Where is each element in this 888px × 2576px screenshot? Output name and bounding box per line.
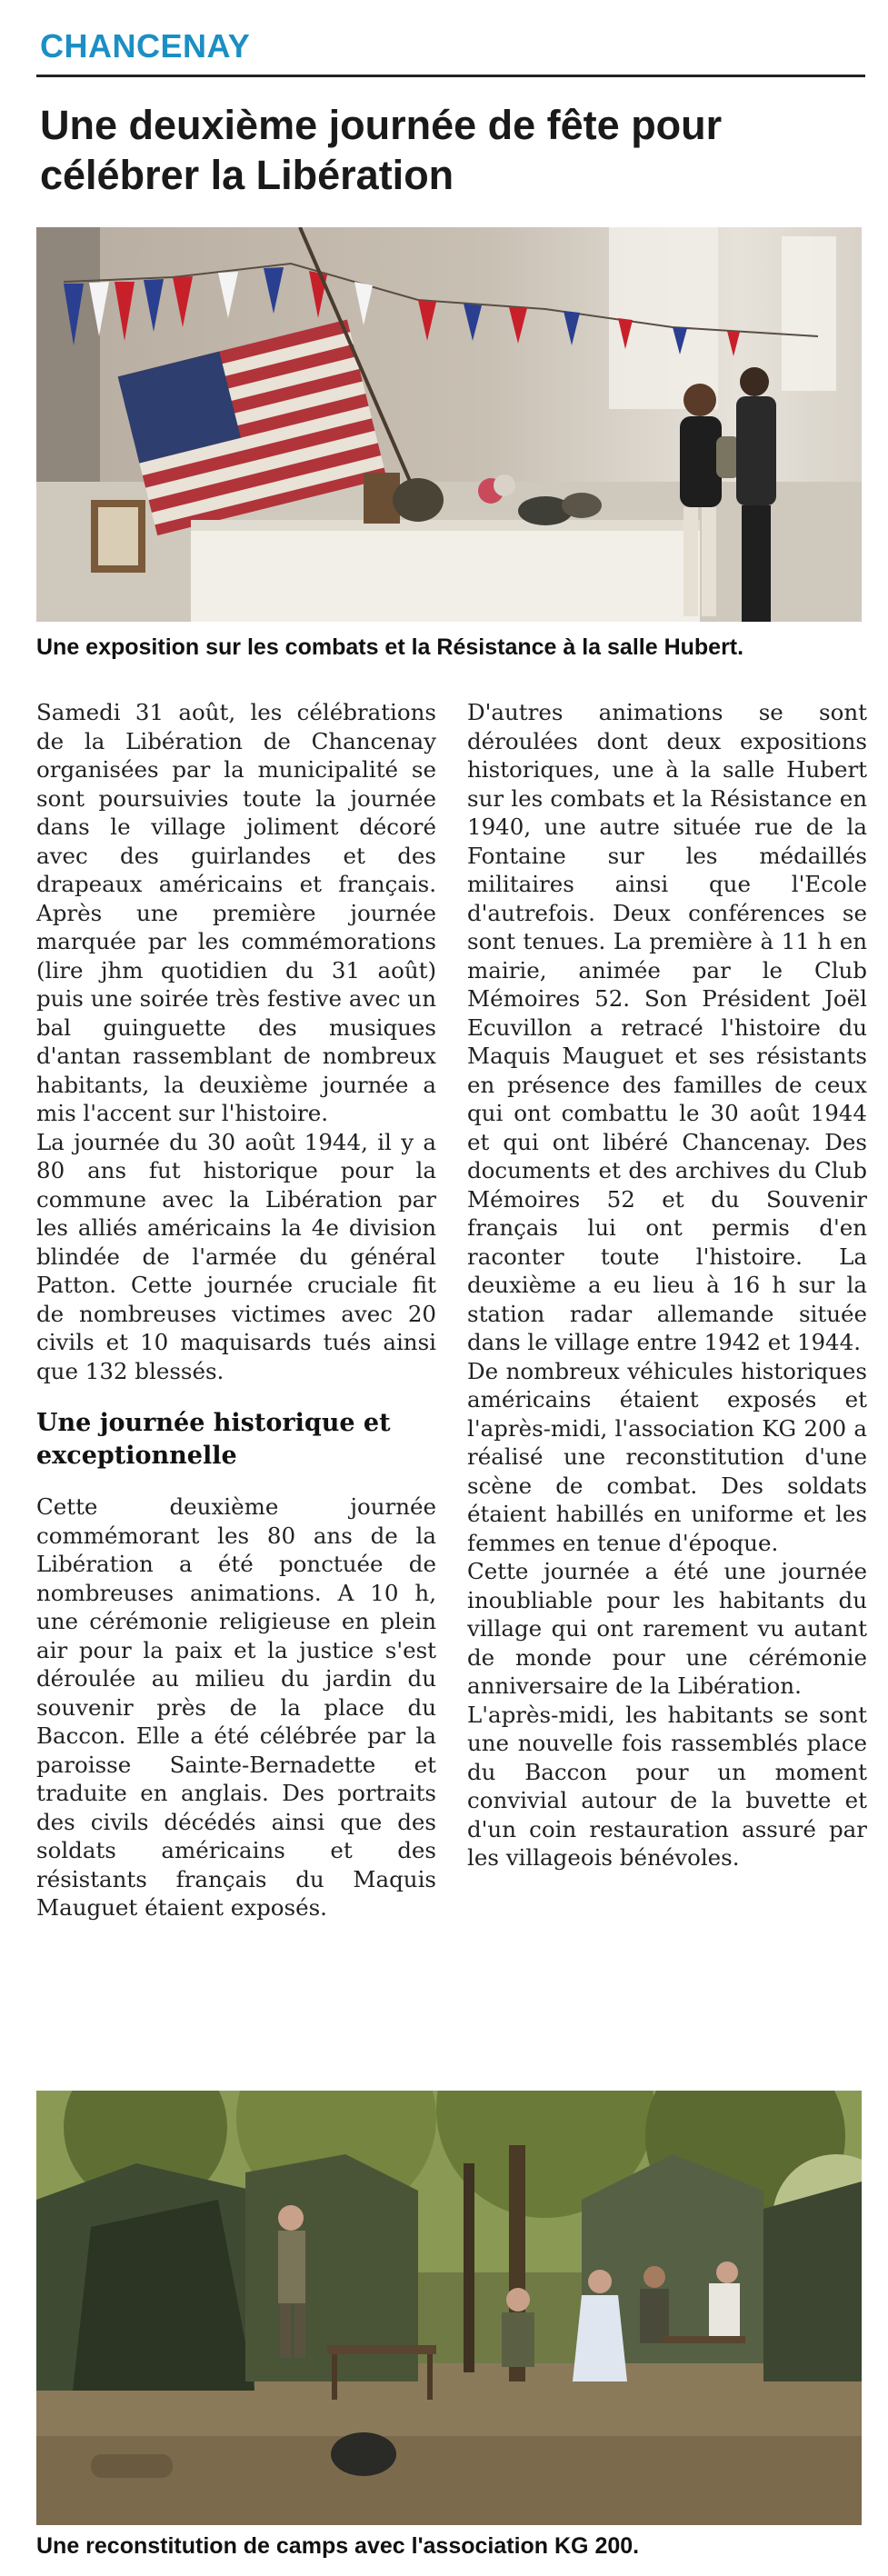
paragraph: L'après-midi, les habitants se sont une nouvelle fois rassemblés place du Baccon pour un moment convivial autour de la buvette et d'un coin restauration assuré par les villageois bénévoles. [467, 1701, 867, 1871]
left-column [36, 698, 436, 1922]
paragraph: Cette deuxième journée commémorant les 80 ans de la Libération a été ponctuée de nombreuses animations. A 10 h, une cérémonie religieuse en plein air pour la paix et la justice s'est déroulée au milieu du jardin du souvenir près de la place du Baccon. Elle a été célébrée par la paroisse Sainte-Bernadette et traduite en anglais. Des portraits des civils décédés ainsi que des soldats américains et des résistants français du Maquis Mauguet étaient exposés. [36, 1493, 436, 1921]
right-column [467, 698, 867, 1872]
paragraph: De nombreux véhicules historiques américains étaient exposés et l'après-midi, l'association KG 200 a réalisé une reconstitution d'une scène de combat. Des soldats étaient habillés en uniforme et les femmes en tenue d'époque. [467, 1357, 867, 1556]
exhibition-photo [36, 227, 862, 622]
subheading: Une journée historique et exceptionnelle [36, 1409, 391, 1470]
paragraph: La journée du 30 août 1944, il y a 80 ans fut historique pour la commune avec la Libération par les alliés américains la 4e division blindée de l'armée du général Patton. Cette journée cruciale fit de nombreuses victimes avec 20 civils et 10 maquisards tués ainsi que 132 blessés. [36, 1128, 436, 1384]
photo1-caption: Une exposition sur les combats et la Résistance à la salle Hubert. [36, 634, 744, 660]
section-divider [36, 75, 865, 77]
headline: Une deuxième journée de fête pour célébrer la Libération [40, 102, 723, 198]
camp-photo [36, 2091, 862, 2525]
paragraph: Cette journée a été une journée inoubliable pour les habitants du village qui ont rarement vu autant de monde pour une cérémonie anniversaire de la Libération. [467, 1558, 867, 1699]
section-label: CHANCENAY [40, 27, 251, 65]
paragraph: D'autres animations se sont déroulées dont deux expositions historiques, une à la salle Hubert sur les combats et la Résistance en 1940, une autre située rue de la Fontaine sur les médaillés militaires ainsi que l'Ecole d'autrefois. Deux conférences se sont tenues. La première à 11 h en mairie, animée par le Club Mémoires 52. Son Président Joël Ecuvillon a retracé l'histoire du Maquis Mauguet et ses résistants en présence des familles de ceux qui ont combattu le 30 août 1944 et qui ont libéré Chancenay. Des documents et des archives du Club Mémoires 52 et du Souvenir français lui ont permis d'en raconter toute l'histoire. La deuxième a eu lieu à 16 h sur la station radar allemande située dans le village entre 1942 et 1944. [467, 699, 867, 1355]
photo2-caption: Une reconstitution de camps avec l'association KG 200. [36, 2533, 640, 2559]
paragraph: Samedi 31 août, les célébrations de la Libération de Chancenay organisées par la municipalité se sont poursuivies toute la journée dans le village joliment décoré avec des guirlandes et des drapeaux américains et français. Après une première journée marquée par les commémorations (lire jhm quotidien du 31 août) puis une soirée très festive avec un bal guinguette des musiques d'antan rassemblant de nombreux habitants, la deuxième journée a mis l'accent sur l'histoire. [36, 699, 436, 1126]
